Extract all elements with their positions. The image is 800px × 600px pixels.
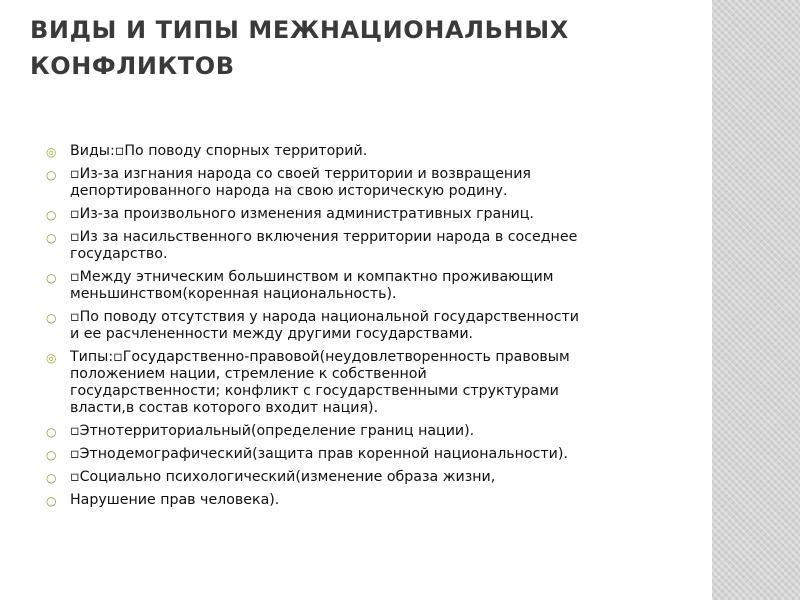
circle-bullet-icon: ○ [46, 208, 57, 222]
bullet-text: ▫Этнодемографический(защита прав коренной национальности). [70, 446, 568, 462]
bullet-text: ▫Государственно-правовой(неудовлетворенность правовым положением нации, стремление к собственной государственности; конфликт с государственными структурами власти,в состав которого входит нация). [70, 349, 570, 416]
circle-bullet-icon: ○ [46, 494, 57, 508]
target-bullet-icon: ◎ [46, 351, 57, 365]
target-bullet-icon: ◎ [46, 145, 57, 159]
list-item [46, 446, 664, 463]
circle-bullet-icon: ○ [46, 168, 57, 182]
circle-bullet-icon: ○ [46, 271, 57, 285]
circle-bullet-icon: ○ [46, 311, 57, 325]
decorative-side-stripe [712, 0, 800, 600]
bullet-text: ▫Социально психологический(изменение образа жизни, [70, 469, 496, 485]
bullet-text: ▫Из за насильственного включения территории народа в соседнее государство. [70, 229, 578, 262]
list-item [46, 269, 664, 303]
bullet-text: ▫Из-за произвольного изменения административных границ. [70, 206, 534, 222]
list-item [46, 143, 664, 160]
list-item [46, 469, 664, 486]
list-item [46, 229, 664, 263]
list-item [46, 349, 664, 417]
bullet-lead-label: Виды: [70, 143, 115, 159]
bullet-text: ▫Этнотерриториальный(определение границ нации). [70, 423, 475, 439]
list-item [46, 423, 664, 440]
list-item [46, 166, 664, 200]
bullet-text: ▫Из-за изгнания народа со своей территории и возвращения депортированного народа на свою историческую родину. [70, 166, 531, 199]
bullet-text: Нарушение прав человека). [70, 492, 280, 508]
circle-bullet-icon: ○ [46, 231, 57, 245]
list-item [46, 206, 664, 223]
bullet-text: ▫Между этническим большинством и компактно проживающим меньшинством(коренная национальность). [70, 269, 554, 302]
bullet-text: ▫По поводу спорных территорий. [114, 143, 368, 159]
circle-bullet-icon: ○ [46, 425, 57, 439]
slide-title: ВИДЫ И ТИПЫ МЕЖНАЦИОНАЛЬНЫХ КОНФЛИКТОВ [30, 16, 569, 80]
list-item [46, 309, 664, 343]
bullet-text: ▫По поводу отсутствия у народа национальной государственности и ее расчлененности между другими государствами. [70, 309, 579, 342]
bullet-list [46, 143, 664, 515]
circle-bullet-icon: ○ [46, 448, 57, 462]
list-item [46, 492, 664, 509]
circle-bullet-icon: ○ [46, 471, 57, 485]
bullet-lead-label: Типы: [70, 349, 114, 365]
